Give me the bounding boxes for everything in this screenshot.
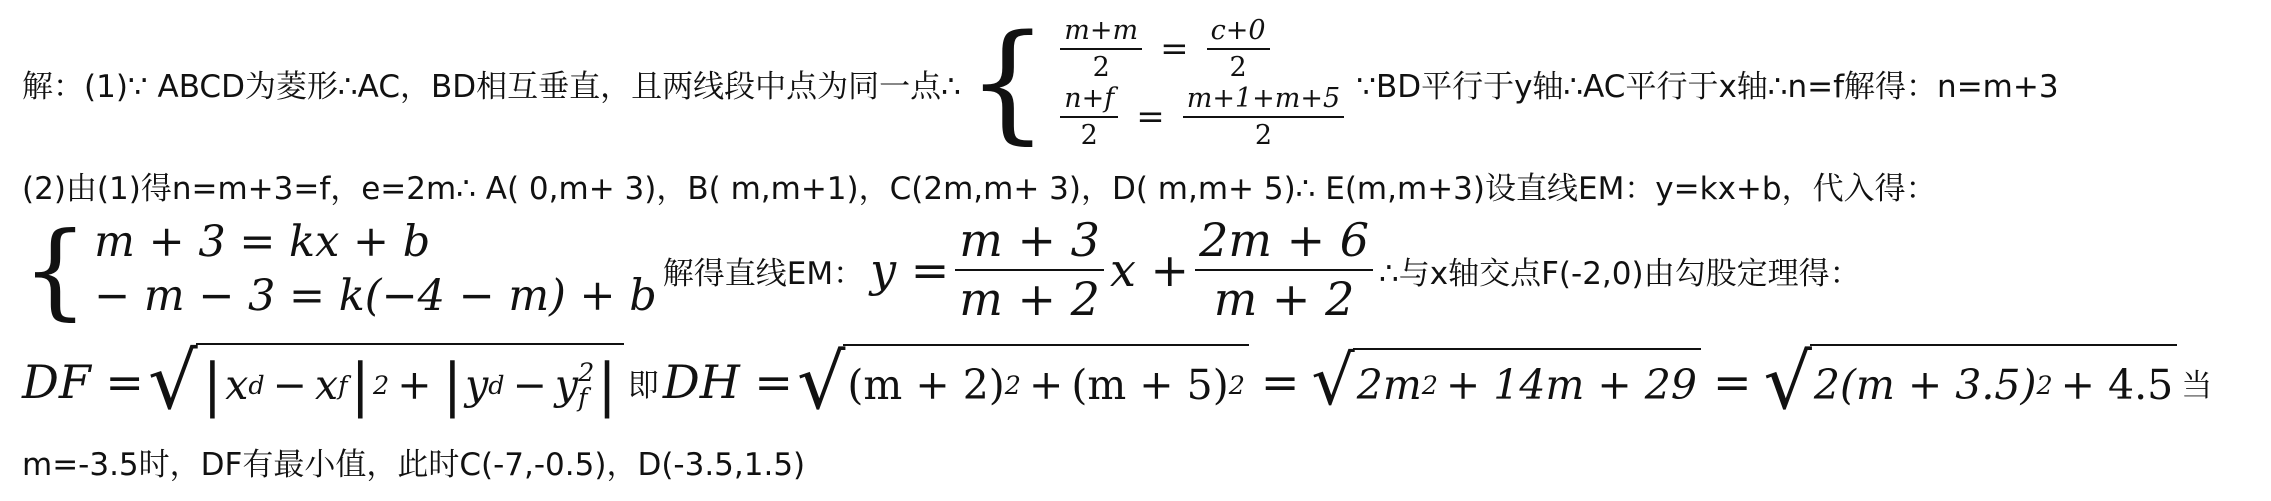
solution-line-5 — [22, 436, 805, 486]
equals-sign: = — [1260, 355, 1300, 409]
left-brace-icon: { — [966, 8, 1049, 157]
midpoint-equation-system — [966, 8, 1350, 157]
sqrt-icon: √ — [1311, 342, 1355, 421]
solution-line-3 — [22, 210, 1861, 330]
intersection-text: ∴与x轴交点F(-2,0)由勾股定理得： — [1379, 255, 1861, 292]
eq2-rhs-fraction: $\frac{m+1+m+5}{2}$ — [1183, 83, 1344, 151]
eq1-rhs-fraction: $\frac{c+0}{2}$ — [1207, 15, 1270, 83]
eq1-lhs-fraction: $\frac{m+m}{2}$ — [1060, 15, 1142, 83]
simplified-radical: √ 2m 2 + 14m + 29 — [1311, 348, 1701, 416]
eq2-lhs-fraction: $\frac{n+f}{2}$ — [1060, 83, 1118, 151]
equals-sign: = — [1712, 355, 1752, 409]
sqrt-icon: √ — [1763, 337, 1812, 426]
x-plus: x + — [1109, 243, 1190, 297]
em-eq-2: − m − 3 = k(−4 − m) + b — [94, 271, 657, 321]
sqrt-icon: √ — [796, 337, 846, 426]
line-em-equation-system — [22, 209, 657, 331]
midpoint-eq-2: $\frac{n+f}{2}$ = $\frac{m+1+m+5}{2}$ — [1054, 83, 1350, 151]
df-lhs: DF = — [22, 355, 144, 409]
slope-fraction: $\frac{m + 3}{m + 2}$ — [955, 214, 1104, 326]
line-em-label: 解得直线EM： — [662, 255, 865, 292]
ji-text: 即 — [627, 367, 659, 404]
solution-line-1 — [22, 8, 2059, 158]
dang-text: 当 — [2181, 367, 2213, 404]
part1-outro-text: ∵BD平行于y轴∴AC平行于x轴∴n=f解得：n=m+3 — [1356, 68, 2059, 105]
y-equals: y = — [870, 243, 950, 297]
completed-square-radical: √ 2(m + 3.5) 2 + 4.5 — [1763, 344, 2177, 420]
part1-intro-text: 解：(1)∵ ABCD为菱形∴AC，BD相互垂直，且两线段中点为同一点∴ — [22, 68, 961, 105]
solution-line-2 — [22, 162, 1937, 208]
em-eq-1: m + 3 = kx + b — [94, 217, 431, 268]
sqrt-icon: √ — [147, 337, 198, 427]
intercept-fraction: $\frac{2m + 6}{m + 2}$ — [1195, 214, 1373, 326]
solution-line-4 — [22, 332, 2212, 432]
dh-lhs: DH = — [662, 355, 793, 409]
conclusion-text: m=-3.5时，DF有最小值，此时C(-7,-0.5)，D(-3.5,1.5) — [22, 446, 806, 483]
dh-radical: √ (m + 2) 2 + (m + 5) 2 — [797, 344, 1249, 420]
left-brace-icon: { — [22, 209, 89, 331]
midpoint-eq-1: $\frac{m+m}{2}$ = $\frac{c+0}{2}$ — [1054, 15, 1350, 83]
df-radical: √ | x d − x f | 2 + | y d − y 2 f | — [148, 343, 624, 421]
part2-setup-text: (2)由(1)得n=m+3=f，e=2m∴ A( 0,m+ 3)，B( m,m+1)，C(2m,m+ 3)，D( m,m+ 5)∴ E(m,m+3)设直线EM：y=kx+b，代入得： — [22, 170, 1937, 207]
